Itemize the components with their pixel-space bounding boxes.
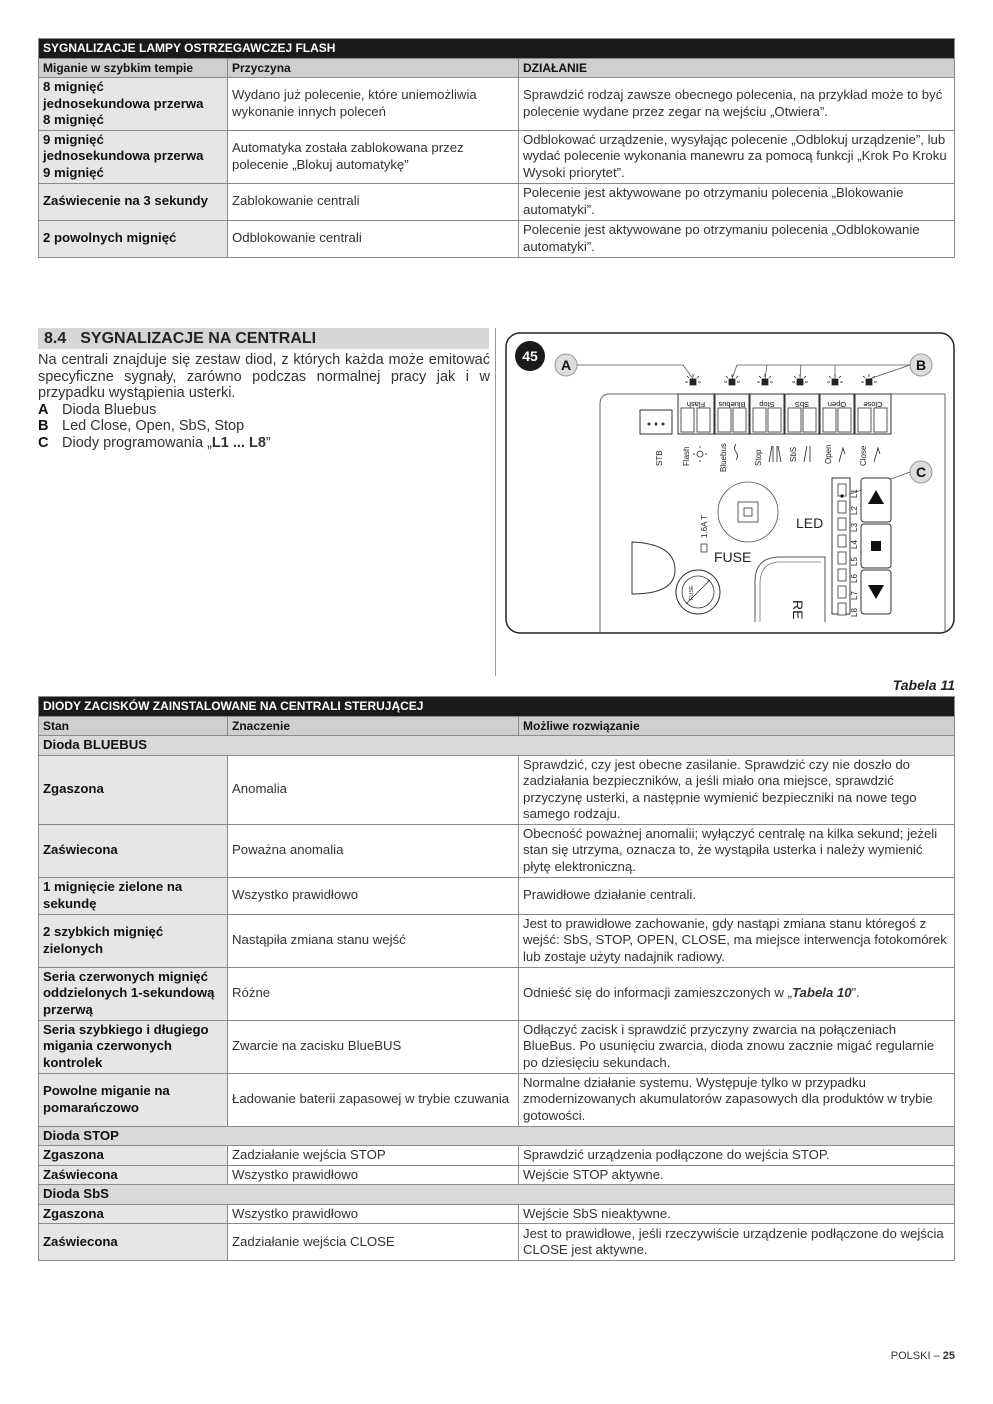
cell-meaning: Zwarcie na zacisku BlueBUS	[228, 1020, 519, 1073]
list-item	[38, 435, 490, 452]
cell-state: Zaświecenie na 3 sekundy	[39, 183, 228, 220]
cell-solution: Obecność poważnej anomalii; wyłączyć centralę na kilka sekund; jeżeli stan się utrzyma, oznacza to, że wystąpiła usterka i należy wymienić płytę elektroniczną.	[519, 824, 955, 877]
terminal-label-flash: Flash	[686, 400, 706, 409]
cell-cause: Automatyka została zablokowana przez polecenie „Blokuj automatykę”	[228, 130, 519, 183]
terminal-label-close: Close	[863, 400, 883, 409]
list-item	[38, 418, 490, 435]
prog-led-l6: L6	[850, 574, 859, 583]
cell-meaning: Poważna anomalia	[228, 824, 519, 877]
list-letter: C	[38, 434, 49, 451]
cell-solution: Wejście STOP aktywne.	[519, 1165, 955, 1185]
led-label: LED	[796, 515, 824, 531]
flash-signals-table	[38, 38, 955, 258]
cell-solution: Jest to prawidłowe zachowanie, gdy nastąpi zmiana stanu któregoś z wejść: SbS, STOP, OPEN, CLOSE, ma miejsce interwencja fotokomórek lub zostaje użyty nadajnik radiowy.	[519, 914, 955, 967]
table-row	[39, 78, 955, 131]
prog-led-l2: L2	[850, 506, 859, 515]
cell-meaning: Nastąpiła zmiana stanu wejść	[228, 914, 519, 967]
cell-action: Polecenie jest aktywowane po otrzymaniu polecenia „Blokowanie automatyki”.	[519, 183, 955, 220]
bottom-label-close: Close	[859, 445, 868, 466]
table-row	[39, 220, 955, 257]
table-row	[39, 914, 955, 967]
list-text: Led Close, Open, SbS, Stop	[62, 418, 245, 434]
cell-solution	[519, 967, 955, 1020]
cell-state: 1 mignięcie zielone na sekundę	[39, 877, 228, 914]
cell-meaning: Wszystko prawidłowo	[228, 877, 519, 914]
table-row	[39, 130, 955, 183]
list-item	[38, 402, 490, 419]
list-letter: A	[38, 401, 49, 418]
cell-text: Odnieść się do informacji zamieszczonych w „	[523, 985, 792, 1001]
cell-cause: Wydano już polecenie, które uniemożliwia wykonanie innych poleceń	[228, 78, 519, 131]
cell-state: Zaświecona	[39, 1165, 228, 1185]
list-text-bold: L1 ... L8	[211, 434, 266, 451]
terminal-label-sbs: SbS	[794, 400, 810, 409]
column-header: Znaczenie	[228, 716, 519, 736]
cell-text: ”.	[851, 985, 860, 1001]
prog-led-l4: L4	[850, 540, 859, 549]
re-label: RE	[790, 600, 806, 620]
column-header: Przyczyna	[228, 58, 519, 78]
terminal-leds-table	[38, 696, 955, 1261]
cell-state: Zgaszona	[39, 1204, 228, 1224]
cell-meaning: Zadziałanie wejścia CLOSE	[228, 1224, 519, 1261]
cell-action: Sprawdzić rodzaj zawsze obecnego polecenia, na przykład może to być polecenie wydane przez zegar na wejściu „Otwiera”.	[519, 78, 955, 131]
control-unit-figure	[505, 332, 955, 634]
group-header: Dioda SbS	[39, 1185, 955, 1205]
table-row	[39, 755, 955, 824]
table-title: DIODY ZACISKÓW ZAINSTALOWANE NA CENTRALI STERUJĄCEJ	[39, 697, 955, 717]
group-header: Dioda BLUEBUS	[39, 736, 955, 756]
section-paragraph: Na centrali znajduje się zestaw diod, z których każda może emitować specyficzne sygnały, zarówno podczas normalnej pracy jak i w przypadku wystąpienia usterki.	[38, 352, 490, 401]
list-text: Diody programowania „	[62, 434, 212, 451]
prog-led-l1: L1	[850, 489, 859, 498]
cell-meaning: Zadziałanie wejścia STOP	[228, 1146, 519, 1166]
cell-solution: Prawidłowe działanie centrali.	[519, 877, 955, 914]
list-text: ”	[265, 434, 271, 451]
page-number: 25	[942, 1350, 955, 1362]
cell-action: Odblokować urządzenie, wysyłając polecenie „Odblokuj urządzenie”, lub wydać polecenie wykonania manewru za pomocą funkcji „Krok Po Kroku Wysoki priorytet”.	[519, 130, 955, 183]
page-footer	[860, 1350, 955, 1362]
bottom-label-flash: Flash	[682, 446, 691, 466]
fuse-rating: 1.6A T	[700, 515, 709, 538]
prog-led-l5: L5	[850, 557, 859, 566]
bottom-label-open: Open	[824, 444, 833, 464]
table-title: SYGNALIZACJE LAMPY OSTRZEGAWCZEJ FLASH	[39, 39, 955, 59]
legend-list	[38, 402, 490, 452]
cell-state: Zaświecona	[39, 824, 228, 877]
table-row	[39, 183, 955, 220]
cell-meaning: Ładowanie baterii zapasowej w trybie czuwania	[228, 1073, 519, 1126]
cell-solution: Sprawdzić urządzenia podłączone do wejścia STOP.	[519, 1146, 955, 1166]
cell-solution: Jest to prawidłowe, jeśli rzeczywiście urządzenie podłączone do wejścia CLOSE jest aktywne.	[519, 1224, 955, 1261]
table-caption: Tabela 11	[892, 677, 955, 693]
cell-meaning: Różne	[228, 967, 519, 1020]
cell-state: Zgaszona	[39, 755, 228, 824]
bottom-label-stop: Stop	[754, 449, 763, 466]
table-row	[39, 967, 955, 1020]
stb-connector	[640, 410, 672, 434]
cell-meaning: Anomalia	[228, 755, 519, 824]
bottom-label-sbs: SbS	[789, 446, 798, 462]
cell-state: 2 szybkich mignięć zielonych	[39, 914, 228, 967]
cell-action: Polecenie jest aktywowane po otrzymaniu polecenia „Odblokowanie automatyki”.	[519, 220, 955, 257]
list-letter: B	[38, 418, 49, 434]
table-row	[39, 1204, 955, 1224]
cell-state: Seria czerwonych mignięć oddzielonych 1-sekundową przerwą	[39, 967, 228, 1020]
terminal-label-stop: Stop	[759, 400, 775, 409]
table-row	[39, 877, 955, 914]
cell-solution: Odłączyć zacisk i sprawdzić przyczyny zwarcia na połączeniach BlueBus. Po usunięciu zwarcia, dioda znowu zacznie migać regularnie po dziesięciu sekundach.	[519, 1020, 955, 1073]
footer-language: POLSKI	[890, 1350, 931, 1362]
table-row	[39, 1073, 955, 1126]
prog-led-l8: L8	[850, 608, 859, 617]
prog-led-l3: L3	[850, 523, 859, 532]
column-header: Możliwe rozwiązanie	[519, 716, 955, 736]
prog-led-l7: L7	[850, 591, 859, 600]
table-row	[39, 1165, 955, 1185]
stop-square-icon	[871, 541, 881, 551]
cell-solution: Normalne działanie systemu. Występuje tylko w przypadku zmodernizowanych akumulatorów zapasowych dla produktów w trybie gotowości.	[519, 1073, 955, 1126]
cell-state: 2 powolnych mignięć	[39, 220, 228, 257]
cell-state: Zgaszona	[39, 1146, 228, 1166]
section-heading	[38, 328, 489, 349]
cell-state: 8 mignięć jednosekundowa przerwa 8 mignięć	[39, 78, 228, 131]
cell-state: Powolne miganie na pomarańczowo	[39, 1073, 228, 1126]
table-row	[39, 824, 955, 877]
column-divider	[495, 328, 496, 676]
cell-state: 9 mignięć jednosekundowa przerwa 9 mignięć	[39, 130, 228, 183]
fuse-label: FUSE	[714, 549, 752, 565]
column-header: Miganie w szybkim tempie	[39, 58, 228, 78]
cell-cause: Zablokowanie centrali	[228, 183, 519, 220]
table-reference-link[interactable]: Tabela 10	[791, 985, 852, 1001]
table-row	[39, 1146, 955, 1166]
cell-state: Zaświecona	[39, 1224, 228, 1261]
bottom-label-bluebus: Bluebus	[719, 443, 728, 472]
figure-number: 45	[522, 348, 538, 364]
section-body	[38, 352, 490, 451]
column-header: DZIAŁANIE	[519, 58, 955, 78]
callout-b: B	[915, 357, 927, 373]
terminal-label-open: Open	[827, 400, 847, 409]
cell-solution: Sprawdzić, czy jest obecne zasilanie. Sprawdzić czy nie doszło do zadziałania bezpieczników, a jeśli miało ona miejsce, sprawdzić przyczynę usterki, a następnie wymienić bezpieczniki na nowe tego samego rodzaju.	[519, 755, 955, 824]
callout-a: A	[560, 357, 572, 373]
terminal-label-bluebus: Bluebus	[718, 400, 746, 409]
table-row	[39, 1020, 955, 1073]
group-header: Dioda STOP	[39, 1126, 955, 1146]
cell-meaning: Wszystko prawidłowo	[228, 1165, 519, 1185]
list-text: Dioda Bluebus	[62, 401, 157, 418]
fuse-cap-label: FUSE	[689, 585, 695, 600]
section-number: 8.4	[44, 330, 67, 347]
footer-separator: –	[930, 1350, 943, 1362]
table-row	[39, 1224, 955, 1261]
cell-meaning: Wszystko prawidłowo	[228, 1204, 519, 1224]
bottom-label-stb: STB	[655, 450, 664, 466]
cell-state: Seria szybkiego i długiego migania czerwonych kontrolek	[39, 1020, 228, 1073]
section-title: SYGNALIZACJE NA CENTRALI	[80, 330, 317, 347]
column-header: Stan	[39, 716, 228, 736]
cell-cause: Odblokowanie centrali	[228, 220, 519, 257]
cell-solution: Wejście SbS nieaktywne.	[519, 1204, 955, 1224]
callout-c: C	[915, 464, 927, 480]
